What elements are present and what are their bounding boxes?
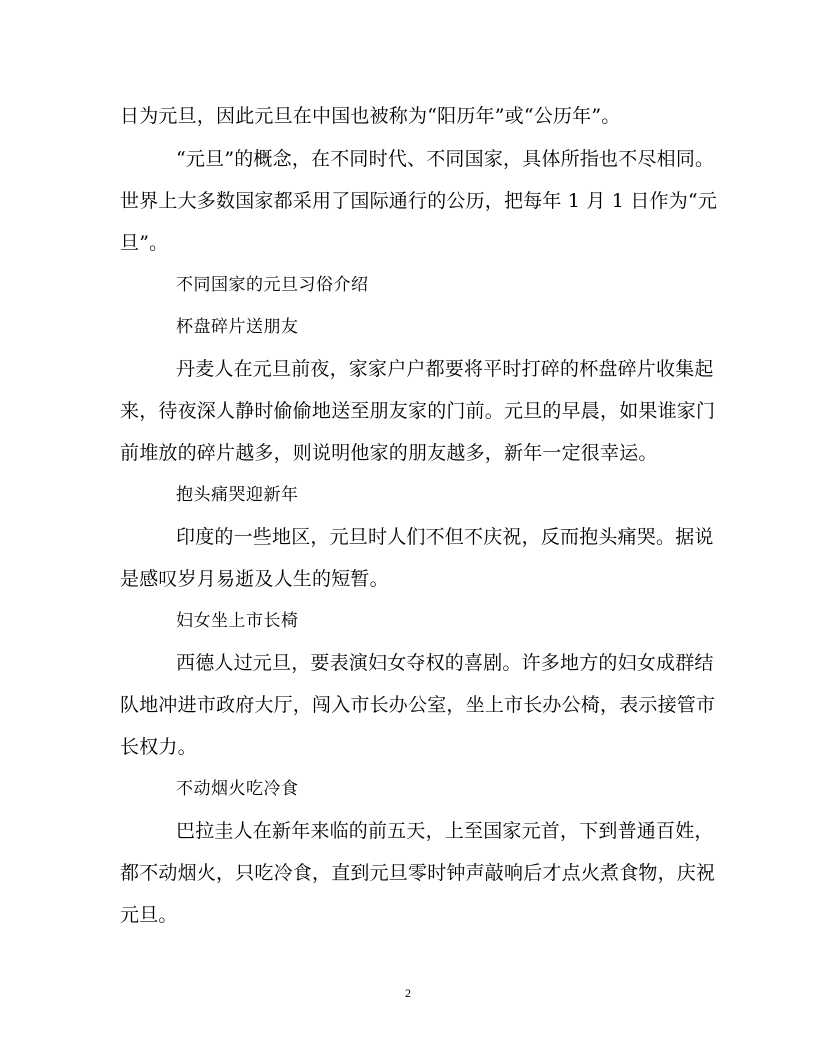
- paragraph-line: 是感叹岁月易逝及人生的短暂。: [120, 568, 389, 590]
- section-heading: 抱头痛哭迎新年: [176, 485, 299, 505]
- paragraph-line: 前堆放的碎片越多，则说明他家的朋友越多，新年一定很幸运。: [120, 442, 658, 464]
- paragraph-line: 印度的一些地区，元旦时人们不但不庆祝，反而抱头痛哭。据说: [176, 526, 714, 548]
- paragraph-line: “元旦”的概念，在不同时代、不同国家，具体所指也不尽相同。: [176, 148, 715, 170]
- paragraph-line: 巴拉圭人在新年来临的前五天，上至国家元首，下到普通百姓，: [176, 820, 714, 842]
- paragraph-line: 队地冲进市政府大厅，闯入市长办公室，坐上市长办公椅，表示接管市: [120, 694, 716, 716]
- section-heading: 杯盘碎片送朋友: [176, 317, 299, 337]
- paragraph-line: 元旦。: [120, 904, 178, 926]
- section-heading: 妇女坐上市长椅: [176, 611, 299, 631]
- paragraph-line: 丹麦人在元旦前夜，家家户户都要将平时打碎的杯盘碎片收集起: [176, 358, 714, 380]
- paragraph-line: 长权力。: [120, 736, 197, 758]
- section-heading: 不同国家的元旦习俗介绍: [176, 275, 369, 295]
- paragraph-line: 来，待夜深人静时偷偷地送至朋友家的门前。元旦的早晨，如果谁家门: [120, 400, 716, 422]
- paragraph-line: 西德人过元旦，要表演妇女夺权的喜剧。许多地方的妇女成群结: [176, 652, 714, 674]
- paragraph-line: 世界上大多数国家都采用了国际通行的公历，把每年 1 月 1 日作为“元: [120, 190, 718, 212]
- page-number: 2: [405, 986, 411, 1000]
- paragraph-line: 日为元旦，因此元旦在中国也被称为“阳历年”或“公历年”。: [120, 105, 621, 127]
- paragraph-line: 旦”。: [120, 232, 169, 254]
- paragraph-line: 都不动烟火，只吃冷食，直到元旦零时钟声敲响后才点火煮食物，庆祝: [120, 862, 716, 884]
- section-heading: 不动烟火吃冷食: [176, 779, 299, 799]
